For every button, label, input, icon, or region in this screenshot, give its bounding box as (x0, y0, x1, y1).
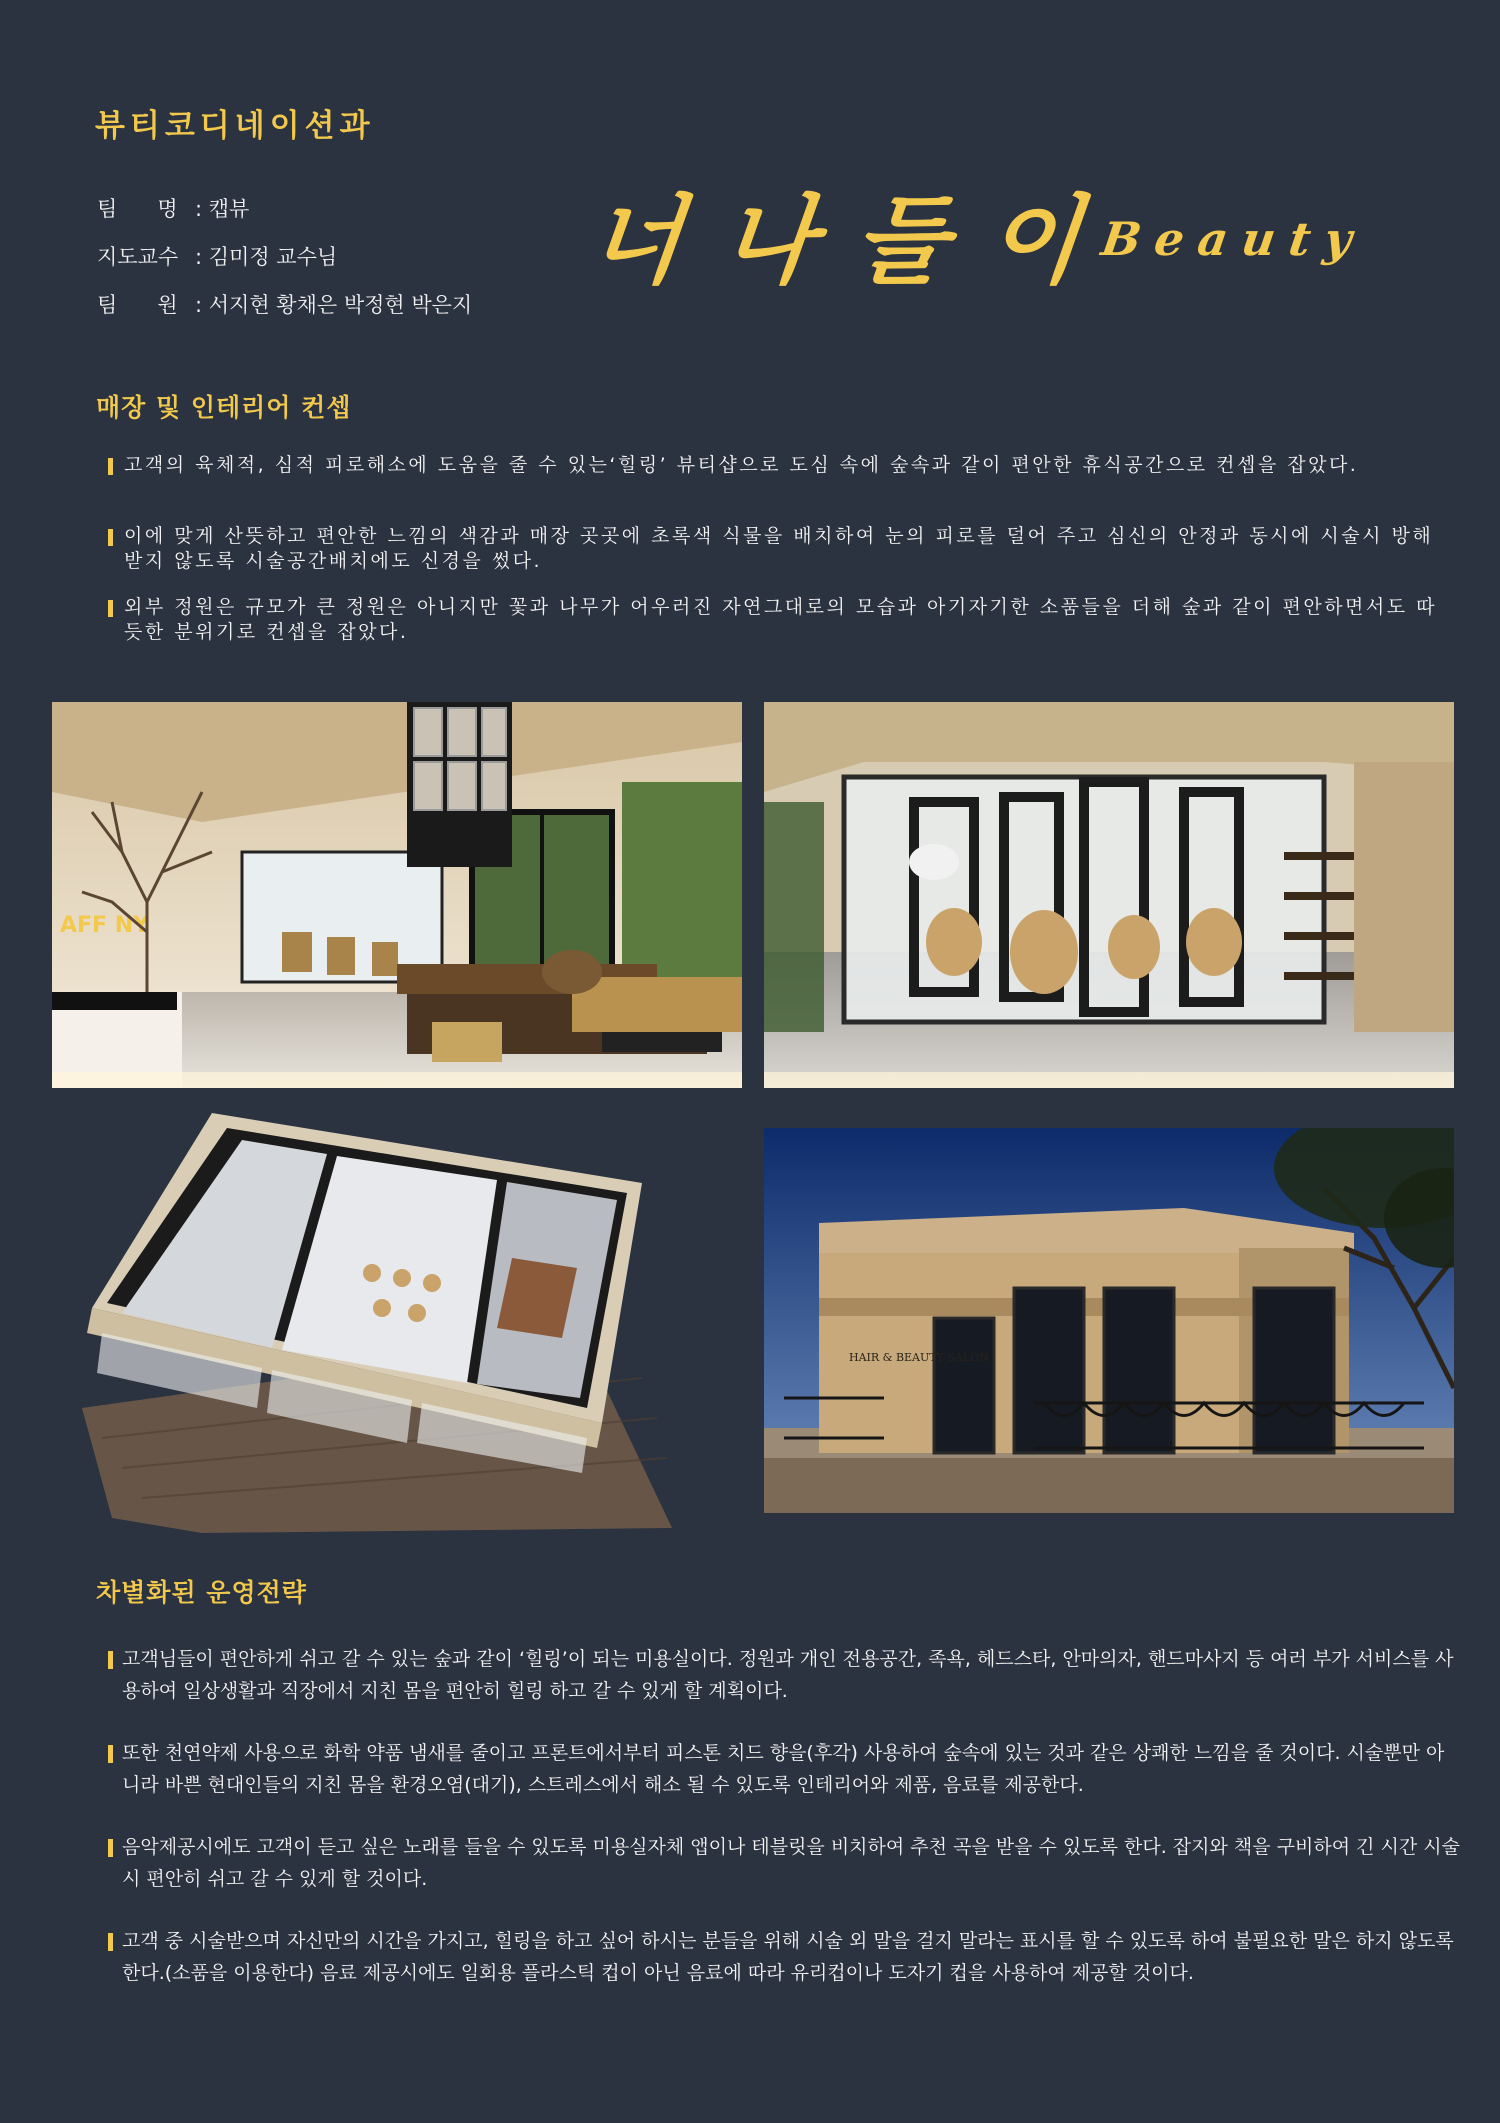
brand-subtitle: Beauty (1098, 212, 1370, 266)
advisor-row (97, 241, 337, 271)
brand-title: 너나들이 (583, 184, 1127, 297)
team-name-label: 팀 명 (97, 197, 178, 221)
strategy-paragraph-4: 고객 중 시술받으며 자신만의 시간을 가지고, 힐링을 하고 싶어 하시는 분들을 위해 시술 외 말을 걸지 말라는 표시를 할 수 있도록 하여 불필요한 말은 하지 않도록 한다.(소품을 이용한다) 음료 제공시에도 일회용 플라스틱 컵이 아닌 음료에 따라 유리컵이나 도자기 컵을 사용하여 제공할 것이다. (108, 1925, 1462, 1989)
team-name-value: : 캡뷰 (195, 197, 250, 221)
floor-plan-3d-image (82, 1108, 672, 1533)
team-name-row (97, 193, 249, 223)
lobby-interior-image (52, 702, 742, 1088)
salon-sign-text: HAIR & BEAUTY SALON (849, 1351, 989, 1364)
members-label: 팀 원 (97, 293, 178, 317)
lobby-sign-text: AFF NY (60, 913, 150, 938)
strategy-paragraph-1: 고객님들이 편안하게 쉬고 갈 수 있는 숲과 같이 ‘힐링’이 되는 미용실이다. 정원과 개인 전용공간, 족욕, 헤드스타, 안마의자, 핸드마사지 등 여러 부가 서비스를 사용하여 일상생활과 직장에서 지친 몸을 편안히 힐링 하고 갈 수 있게 할 계획이다. (108, 1643, 1462, 1707)
department-title: 뷰티코디네이션과 (95, 108, 375, 144)
concept-paragraph-2: 이에 맞게 산뜻하고 편안한 느낌의 색감과 매장 곳곳에 초록색 식물을 배치하여 눈의 피로를 덜어 주고 심신의 안정과 동시에 시술시 방해받지 않도록 시술공간배치에도 신경을 썼다. (108, 524, 1454, 574)
strategy-section-title: 차별화된 운영전략 (96, 1578, 307, 1607)
advisor-value: : 김미정 교수님 (195, 245, 338, 269)
concept-paragraph-1: 고객의 육체적, 심적 피로해소에 도움을 줄 수 있는‘힐링’ 뷰티샵으로 도심 속에 숲속과 같이 편안한 휴식공간으로 컨셉을 잡았다. (108, 453, 1454, 478)
strategy-paragraph-3: 음악제공시에도 고객이 듣고 싶은 노래를 들을 수 있도록 미용실자체 앱이나 테블릿을 비치하여 추천 곡을 받을 수 있도록 한다. 잡지와 책을 구비하여 긴 시간 시술 시 편안히 쉬고 갈 수 있게 할 것이다. (108, 1831, 1462, 1895)
members-row (97, 289, 472, 319)
salon-exterior-image (764, 1128, 1454, 1513)
strategy-paragraph-2: 또한 천연약제 사용으로 화학 약품 냄새를 줄이고 프론트에서부터 피스톤 치드 향을(후각) 사용하여 숲속에 있는 것과 같은 상쾌한 느낌을 줄 것이다. 시술뿐만 아니라 바쁜 현대인들의 지친 몸을 환경오염(대기), 스트레스에서 해소 될 수 있도록 인테리어와 제품, 음료를 제공한다. (108, 1737, 1462, 1801)
members-value: : 서지현 황채은 박정현 박은지 (195, 293, 473, 317)
concept-paragraph-3: 외부 정원은 규모가 큰 정원은 아니지만 꽃과 나무가 어우러진 자연그대로의 모습과 아기자기한 소품들을 더해 숲과 같이 편안하면서도 따듯한 분위기로 컨셉을 잡았다. (108, 595, 1454, 645)
salon-glass-room-image (764, 702, 1454, 1088)
advisor-label: 지도교수 (97, 245, 179, 269)
concept-section-title: 매장 및 인테리어 컨셉 (96, 393, 352, 422)
